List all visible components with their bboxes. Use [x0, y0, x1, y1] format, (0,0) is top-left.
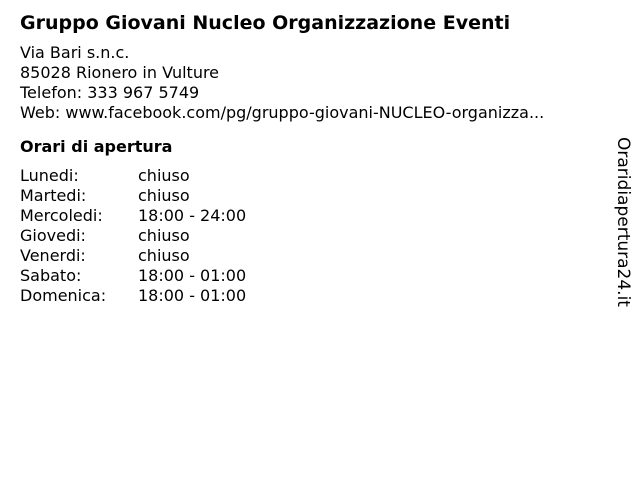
hours-day: Martedi:	[20, 186, 87, 205]
hours-row-wednesday	[20, 206, 605, 226]
hours-time: 18:00 - 01:00	[138, 286, 247, 305]
hours-day: Giovedi:	[20, 226, 86, 245]
opening-hours-table	[20, 166, 605, 306]
site-watermark: Oraridiapertura24.it	[613, 137, 633, 307]
hours-row-saturday	[20, 266, 605, 286]
hours-time: chiuso	[138, 226, 190, 245]
hours-day: Domenica:	[20, 286, 107, 305]
hours-day: Venerdi:	[20, 246, 86, 265]
hours-time: 18:00 - 01:00	[138, 266, 247, 285]
hours-time: chiuso	[138, 186, 190, 205]
website-link[interactable]: Web: www.facebook.com/pg/gruppo-giovani-NUCLEO-organizza...	[20, 103, 545, 122]
hours-day: Sabato:	[20, 266, 82, 285]
hours-row-monday	[20, 166, 605, 186]
hours-time: chiuso	[138, 166, 190, 185]
phone-number: Telefon: 333 967 5749	[20, 83, 200, 102]
street-address: Via Bari s.n.c.	[20, 43, 130, 62]
hours-time: chiuso	[138, 246, 190, 265]
hours-row-tuesday	[20, 186, 605, 206]
opening-hours-title: Orari di apertura	[20, 137, 173, 156]
hours-time: 18:00 - 24:00	[138, 206, 247, 225]
business-name: Gruppo Giovani Nucleo Organizzazione Eventi	[20, 12, 511, 34]
hours-row-friday	[20, 246, 605, 266]
city-address: 85028 Rionero in Vulture	[20, 63, 220, 82]
hours-row-sunday	[20, 286, 605, 306]
hours-row-thursday	[20, 226, 605, 246]
business-card	[20, 10, 605, 306]
hours-day: Mercoledi:	[20, 206, 103, 225]
hours-day: Lunedi:	[20, 166, 79, 185]
